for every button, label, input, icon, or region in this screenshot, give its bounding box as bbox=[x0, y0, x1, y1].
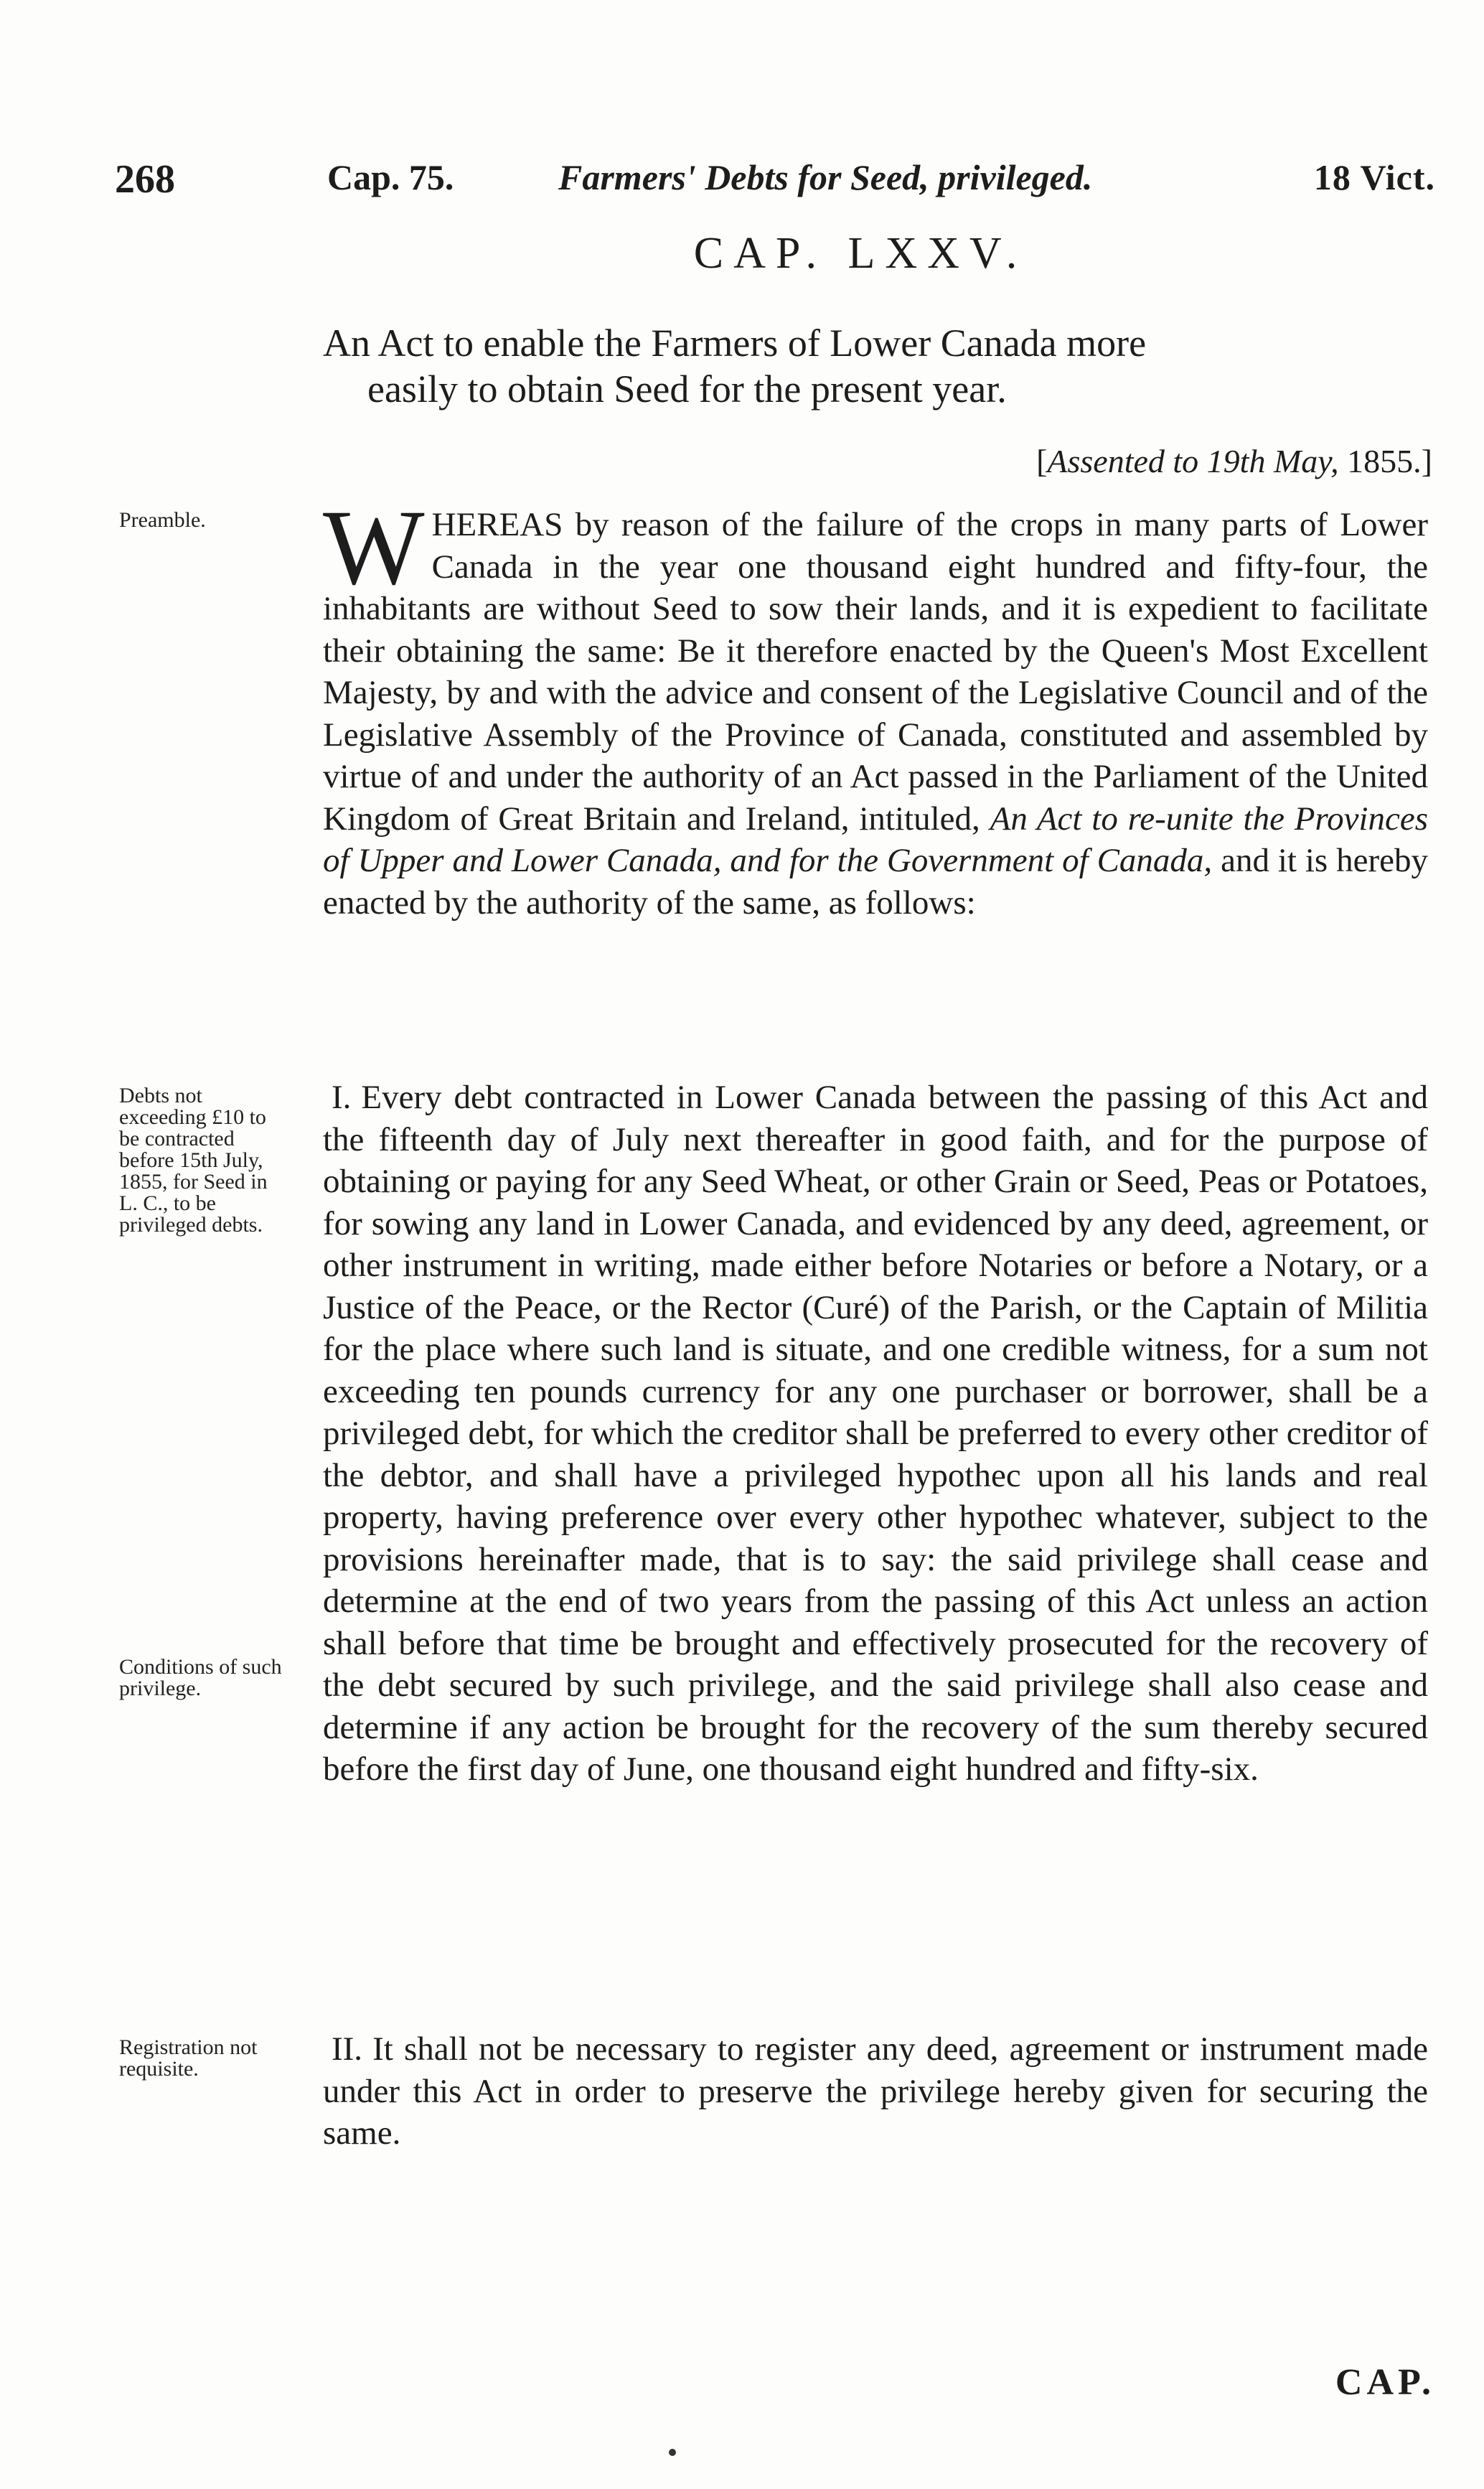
assent-italic: Assented to 19th May, bbox=[1047, 443, 1339, 479]
drop-cap: W bbox=[323, 488, 425, 607]
margin-note-debts: Debts not exceeding £10 to be contracted before 15th July, 1855, for Seed in L. C., to be privileged debts. bbox=[119, 1084, 268, 1237]
act-title-line-2: easily to obtain Seed for the present year. bbox=[367, 367, 1007, 411]
preamble-paragraph bbox=[323, 488, 1428, 924]
running-title: Farmers' Debts for Seed, privileged. bbox=[558, 157, 1093, 197]
section-1 bbox=[323, 1077, 1428, 1791]
catchword: CAP. bbox=[1335, 2362, 1435, 2403]
margin-note-conditions: Conditions of such privilege. bbox=[119, 1655, 282, 1700]
section-2-number: II. bbox=[332, 2030, 363, 2068]
running-header bbox=[115, 156, 1435, 214]
preamble-enacting-clause: and it is hereby enacted by the authority of the same, as follows: bbox=[323, 842, 1428, 922]
chapter-title: CAP. LXXV. bbox=[693, 229, 1028, 278]
margin-note-preamble: Preamble. bbox=[119, 508, 206, 532]
section-2 bbox=[323, 2028, 1428, 2155]
section-2-text: It shall not be necessary to register any deed, agreement or instrument made under this Act in order to preserve the privilege hereby given for securing the same. bbox=[323, 2030, 1428, 2152]
preamble-text: HEREAS by reason of the failure of the crops in many parts of Lower Canada in the year one thousand eight hundred and fifty-four, the inhabitants are without Seed to sow their lands, and it is expedient to facilitate their obtaining the same: Be it therefore enacted by the Queen's Most Excellent Majesty, by and with the advice and consent of the Legislative Council and of the Legislative Assembly of the Province of Canada, constituted and assembled by virtue of and under the authority of an Act passed in the Parliament of the United Kingdom of Great Britain and Ireland, intituled, bbox=[323, 506, 1428, 838]
regnal-year: 18 Vict. bbox=[1313, 157, 1435, 197]
assent-bracket: [ bbox=[1036, 443, 1048, 479]
chapter-reference: Cap. 75. bbox=[327, 157, 454, 197]
printer-mark bbox=[669, 2449, 676, 2456]
assent-year: 1855.] bbox=[1338, 443, 1432, 479]
act-title bbox=[323, 320, 1435, 412]
page-number: 268 bbox=[115, 157, 175, 202]
assent-date bbox=[1036, 442, 1432, 480]
act-title-line-1: An Act to enable the Farmers of Lower Canada more bbox=[323, 322, 1147, 365]
section-1-text: Every debt contracted in Lower Canada between the passing of this Act and the fifteenth day of July next thereafter in good faith, and for the purpose of obtaining or paying for any Seed Wheat, or other Grain or Seed, Peas or Potatoes, for sowing any land in Lower Canada, and evidenced by any deed, agreement, or other instrument in writing, made either before Notaries or before a Notary, or a Justice of the Peace, or the Rector (Curé) of the Parish, or the Captain of Militia for the place where such land is situate, and one credible witness, for a sum not exceeding ten pounds currency for any one purchaser or borrower, shall be a privileged debt, for which the creditor shall be preferred to every other creditor of the debtor, and shall have a privileged hypothec upon all his lands and real property, having preference over every other hypothec whatever, subject to the provisions hereinafter made, that is to say: the said privilege shall cease and determine at the end of two years from the passing of this Act unless an action shall before that time be brought and effectively prosecuted for the recovery of the debt secured by such privilege, and the said privilege shall also cease and determine if any action be brought for the recovery of the sum thereby secured before the first day of June, one thousand eight hundred and fifty-six. bbox=[323, 1079, 1428, 1788]
section-1-number: I. bbox=[332, 1079, 352, 1116]
preamble-act-citation: An Act to re-unite the Provinces of Upper and Lower Canada, and for the Government of Canada, bbox=[323, 800, 1428, 879]
margin-note-registration: Registration not requisite. bbox=[119, 2035, 258, 2081]
